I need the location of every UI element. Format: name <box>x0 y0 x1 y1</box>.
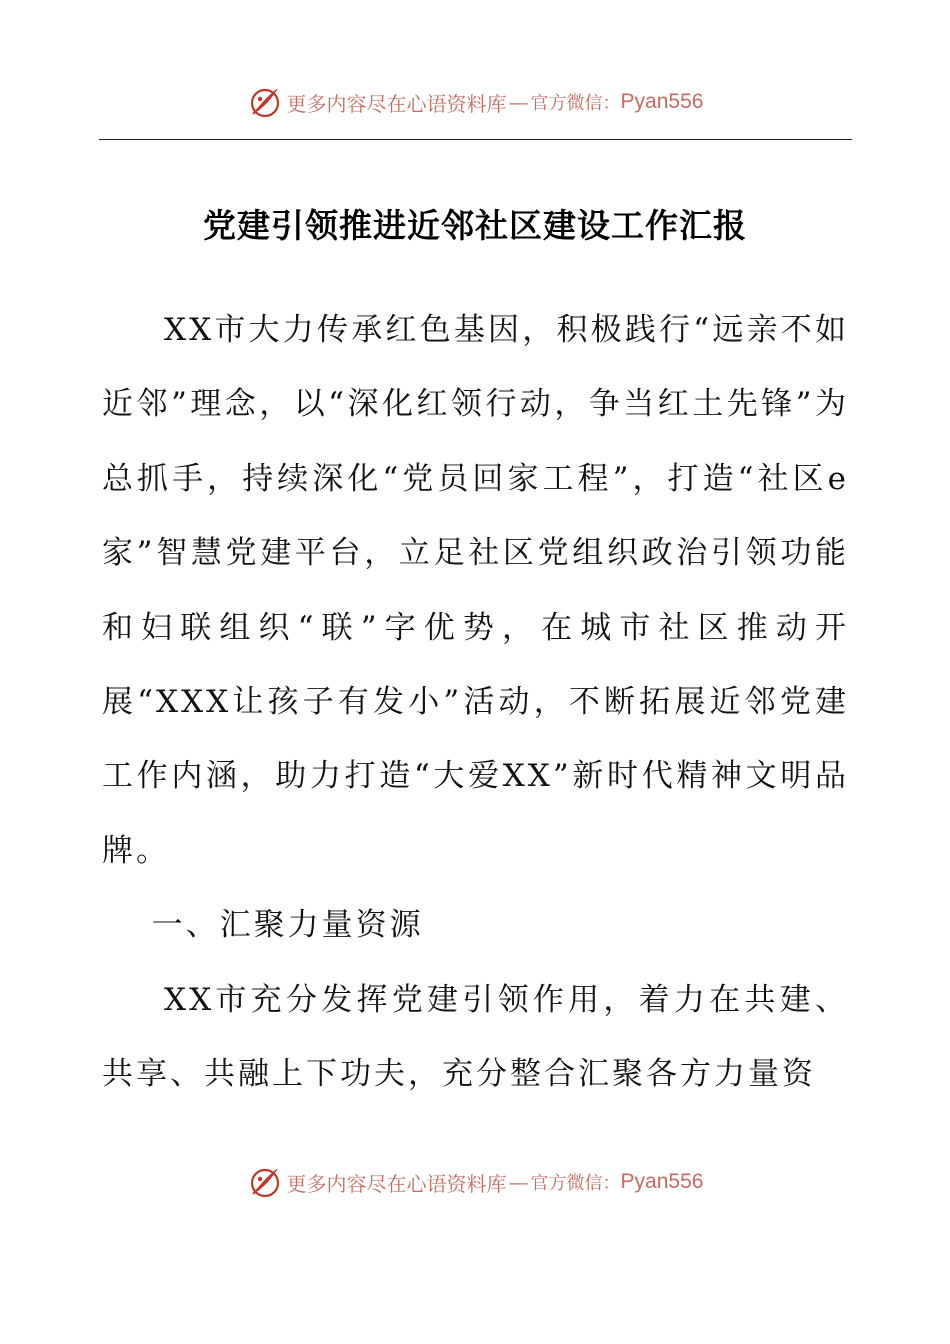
quill-circle-icon <box>247 84 283 120</box>
watermark-banner-bottom <box>0 1160 950 1204</box>
watermark-dash: — <box>508 1170 529 1194</box>
watermark-wechat-id: Pyan556 <box>620 90 704 113</box>
paragraph-section-one: XX市充分发挥党建引领作用，着力在共建、共享、共融上下功夫，充分整合汇聚各方力量资 <box>102 981 849 1093</box>
watermark-wechat-label: 官方微信： <box>530 1173 621 1194</box>
watermark-tagline: 更多内容尽在心语资料库 <box>286 91 507 116</box>
watermark-wechat-id: Pyan556 <box>620 1170 704 1193</box>
quill-circle-icon <box>247 1164 283 1200</box>
document-body <box>102 293 849 1111</box>
header-divider <box>99 139 852 140</box>
watermark-banner-top <box>0 80 950 124</box>
watermark-tagline: 更多内容尽在心语资料库 <box>286 1171 507 1196</box>
paragraph-intro: XX市大力传承红色基因，积极践行“远亲不如近邻”理念，以“深化红领行动，争当红土先锋”为总抓手，持续深化“党员回家工程”，打造“社区e家”智慧党建平台，立足社区党组织政治引领功能和妇联组织“联”字优势，在城市社区推动开展“XXX让孩子有发小”活动，不断拓展近邻党建工作内涵，助力打造“大爱XX”新时代精神文明品牌。 <box>102 312 849 869</box>
watermark-wechat-label: 官方微信： <box>530 93 621 114</box>
section-heading: 一、汇聚力量资源 <box>151 907 424 944</box>
document-title: 党建引领推进近邻社区建设工作汇报 <box>203 206 747 245</box>
watermark-dash: — <box>508 90 529 114</box>
